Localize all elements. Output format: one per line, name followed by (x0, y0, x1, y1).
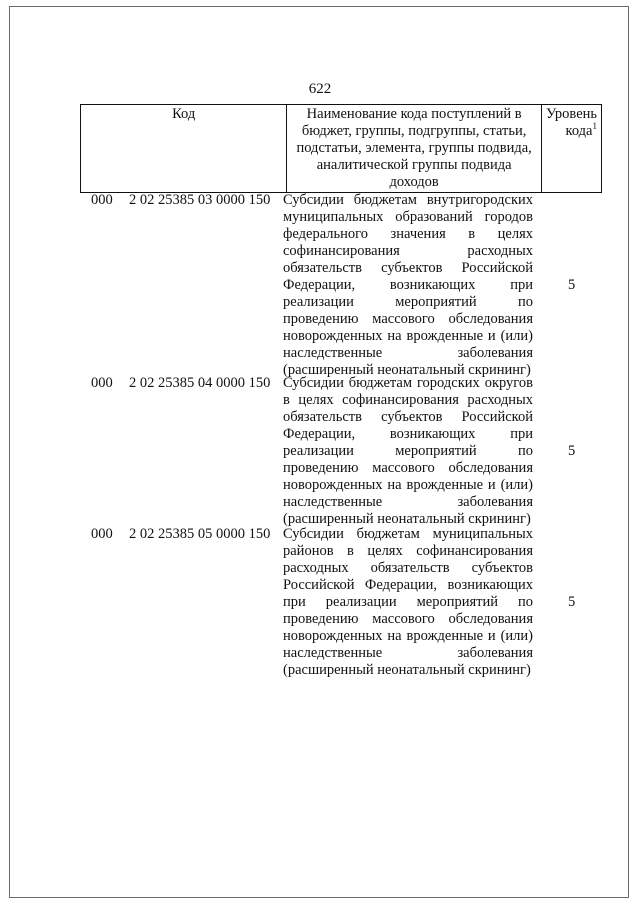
row-name: Субсидии бюджетам внутригородских муниципальных образований городов федерального значения в целях софинансирования расходных обязательств субъектов Российской Федерации, возникающих при реализации мероприятий по проведению массового обследования новорожденных на врожденные и (или) наследственные заболевания (расширенный неонатальный скрининг) (283, 192, 533, 378)
header-level-footnote: 1 (592, 121, 597, 132)
row-admin-code: 000 (91, 526, 113, 542)
row-code: 2 02 25385 05 0000 150 (129, 526, 271, 542)
row-name: Субсидии бюджетам муниципальных районов в целях софинансирования расходных обязательств субъектов Российской Федерации, возникающих при реализации мероприятий по проведению массового обследования новорожденных на врожденные и (или) наследственные заболевания (расширенный неонатальный скрининг) (283, 526, 533, 678)
header-level-label: Уровень кода (545, 106, 597, 139)
header-code (81, 105, 287, 193)
header-level (541, 105, 601, 193)
header-code-label: Код (172, 106, 196, 122)
row-level: 5 (568, 277, 576, 293)
row-admin-code: 000 (91, 192, 113, 208)
row-level: 5 (568, 443, 576, 459)
page-number: 622 (308, 81, 332, 97)
row-level: 5 (568, 594, 576, 610)
row-code: 2 02 25385 04 0000 150 (129, 375, 271, 391)
row-admin-code: 000 (91, 375, 113, 391)
table-header (80, 104, 602, 193)
row-code: 2 02 25385 03 0000 150 (129, 192, 271, 208)
header-name-label: Наименование кода поступлений в бюджет, группы, подгруппы, статьи, подстатьи, элемента, группы подвида, аналитической группы подвида доходов (296, 106, 532, 190)
row-name: Субсидии бюджетам городских округов в целях софинансирования расходных обязательств субъектов Российской Федерации, возникающих при реализации мероприятий по проведению массового обследования новорожденных на врожденные и (или) наследственные заболевания (расширенный неонатальный скрининг) (283, 375, 533, 527)
header-name (287, 105, 542, 193)
